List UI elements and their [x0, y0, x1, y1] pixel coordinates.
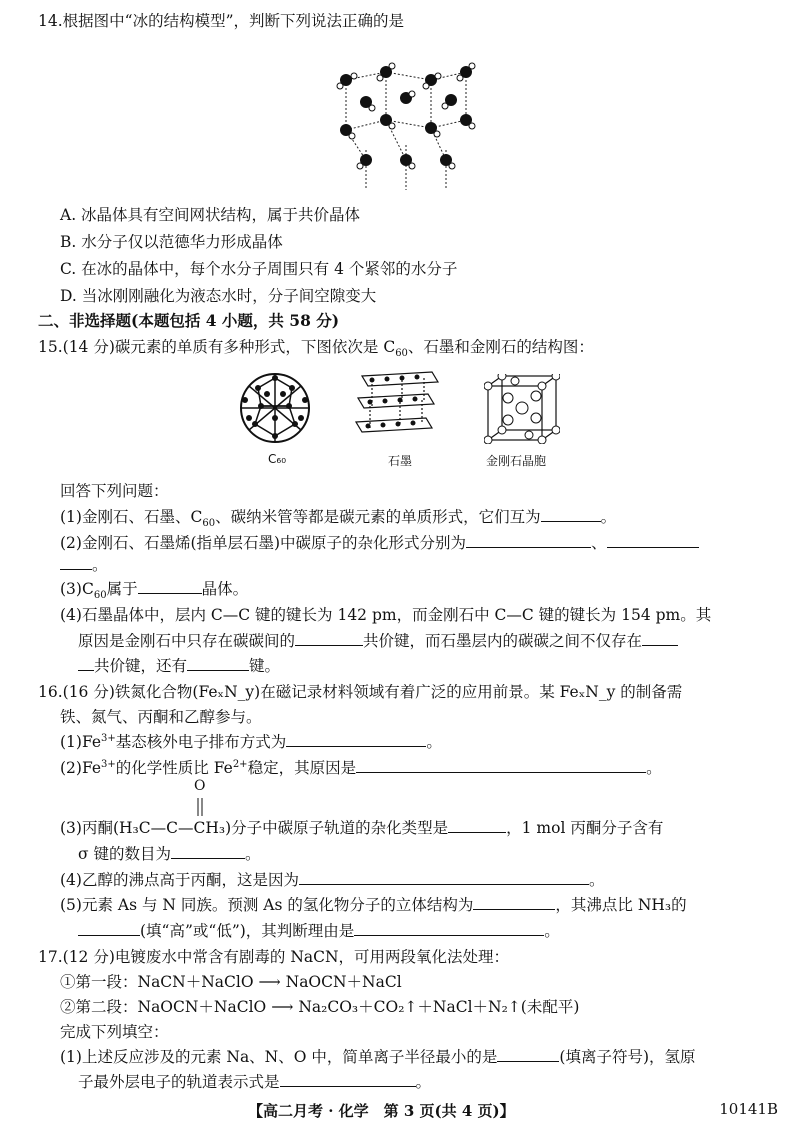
- q17-reaction1: ①第一段：NaCN＋NaClO ⟶ NaOCN＋NaCl: [60, 973, 402, 991]
- q16-part3: (3)丙酮(H₃C—C—CH₃)分子中碳原子轨道的杂化类型是 ，1 mol 丙酮分子含有: [60, 819, 664, 837]
- answer-blank[interactable]: [473, 895, 555, 910]
- answer-blank[interactable]: [642, 631, 678, 646]
- answer-blank[interactable]: [286, 732, 426, 747]
- answer-blank[interactable]: [356, 758, 646, 773]
- c60-caption: C₆₀: [268, 452, 286, 466]
- q15-stem: 15.(14 分)碳元素的单质有多种形式，下图依次是 $C_{60}$、石墨和金刚石的结构图：: [38, 338, 594, 360]
- q15-part2-cont: 。: [60, 554, 770, 576]
- answer-blank[interactable]: [60, 555, 92, 570]
- q16-stem-line1: 16.(16 分)铁氮化合物(FeₓN_y)在磁记录材料领域有着广泛的应用前景。某 FeₓN_y 的制备需: [38, 683, 683, 701]
- q14-option-b: B. 水分子仅以范德华力形成晶体: [60, 233, 283, 251]
- q16-part5-line2: (填“高”或“低”)，其判断理由是 。: [78, 920, 770, 942]
- footer-page-info: 【高二月考 · 化学 第 3 页(共 4 页)】: [248, 1102, 515, 1120]
- answer-blank[interactable]: [497, 1047, 559, 1062]
- q16-part4: (4)乙醇的沸点高于丙酮，这是因为 。: [60, 871, 605, 889]
- q15-part4-line3: 共价键，还有 键。: [78, 655, 770, 677]
- answer-blank[interactable]: [78, 921, 140, 936]
- q16-part1: $(1)Fe^{3+}$基态核外电子排布方式为 。: [60, 732, 442, 751]
- q14-option-c: C. 在冰的晶体中，每个水分子周围只有 4 个紧邻的水分子: [60, 260, 458, 278]
- q14-option-d: D. 当冰刚刚融化为液态水时，分子间空隙变大: [60, 287, 377, 305]
- answer-blank[interactable]: [295, 631, 363, 646]
- answer-blank[interactable]: [299, 870, 589, 885]
- q16-part2: $(2)Fe^{3+}$的化学性质比 $Fe^{2+}$稳定，其原因是 。: [60, 758, 662, 777]
- q17-intro: 完成下列填空：: [60, 1023, 169, 1041]
- q15-part4-line1: (4)石墨晶体中，层内 C—C 键的键长为 142 pm，而金刚石中 C—C 键的键长为 154 pm。其: [60, 606, 712, 624]
- q14-option-a: A. 冰晶体具有空间网状结构，属于共价晶体: [60, 206, 361, 224]
- answer-blank[interactable]: [171, 844, 245, 859]
- answer-blank[interactable]: [607, 533, 699, 548]
- q15-part1: (1)金刚石、石墨、$C_{60}$、碳纳米管等都是碳元素的单质形式，它们互为 。: [60, 508, 617, 530]
- answer-blank[interactable]: [448, 818, 506, 833]
- q15-part4-line2: 原因是金刚石中只存在碳碳间的 共价键，而石墨层内的碳碳之间不仅存在: [78, 630, 770, 652]
- q16-part3-line2: σ 键的数目为 。: [78, 845, 261, 863]
- answer-blank[interactable]: [78, 656, 94, 671]
- diamond-caption: 金刚石晶胞: [486, 454, 547, 468]
- carbonyl-double-bond: [194, 797, 206, 817]
- q15-part2: (2)金刚石、石墨烯(指单层石墨)中碳原子的杂化形式分别为 、: [60, 532, 770, 554]
- q17-stem: 17.(12 分)电镀废水中常含有剧毒的 NaCN，可用两段氧化法处理：: [38, 948, 510, 966]
- q17-reaction2: ②第二段：NaOCN＋NaClO ⟶ Na₂CO₃＋CO₂↑＋NaCl＋N₂↑(未配平): [60, 998, 580, 1016]
- q15-part3: $(3)C_{60}$属于 晶体。: [60, 580, 249, 602]
- q15-intro: 回答下列问题：: [60, 482, 169, 500]
- answer-blank[interactable]: [280, 1072, 416, 1087]
- q17-part1-line2: 子最外层电子的轨道表示式是 。: [78, 1073, 432, 1091]
- section-heading: 二、非选择题(本题包括 4 小题，共 58 分): [38, 311, 340, 330]
- answer-blank[interactable]: [466, 533, 591, 548]
- q16-part5: (5)元素 As 与 N 同族。预测 As 的氢化物分子的立体结构为 ，其沸点比 NH₃的: [60, 896, 687, 914]
- carbonyl-oxygen-label: O: [194, 778, 206, 794]
- answer-blank[interactable]: [138, 579, 202, 594]
- q17-part1: (1)上述反应涉及的元素 Na、N、O 中，简单离子半径最小的是 (填离子符号)，氢原: [60, 1048, 696, 1066]
- ice-structure-figure: [326, 50, 486, 200]
- answer-blank[interactable]: [541, 507, 601, 522]
- diamond-cell-figure: [484, 374, 560, 444]
- graphite-caption: 石墨: [388, 454, 413, 468]
- answer-blank[interactable]: [354, 921, 544, 936]
- q14-stem: 14.根据图中“冰的结构模型”，判断下列说法正确的是: [38, 12, 404, 30]
- graphite-figure: [352, 368, 442, 448]
- c60-figure: [237, 370, 313, 446]
- answer-blank[interactable]: [187, 656, 249, 671]
- footer-code: 10141B: [719, 1100, 778, 1118]
- q16-stem-line2: 铁、氮气、丙酮和乙醇参与。: [60, 708, 262, 726]
